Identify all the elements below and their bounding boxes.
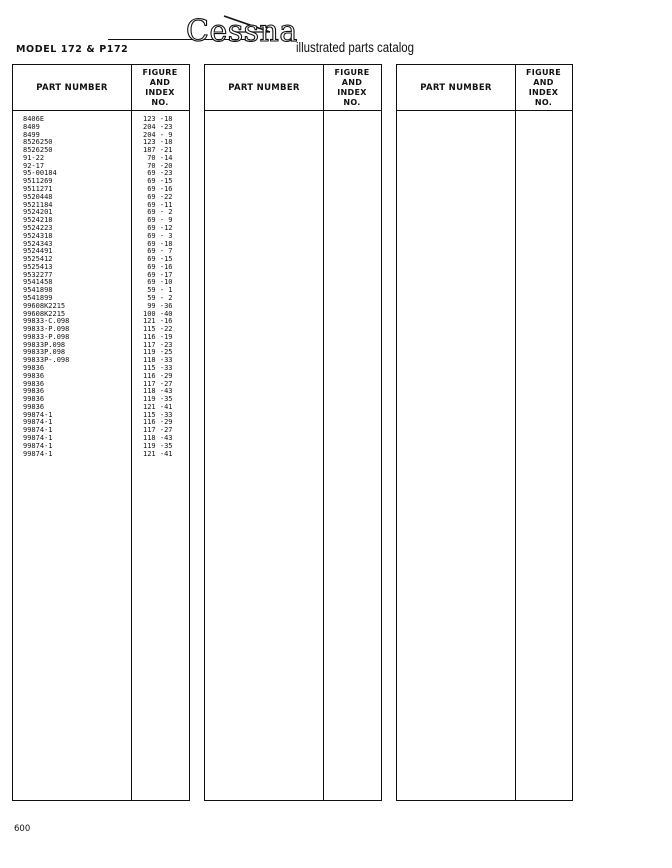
part-number-cell: 8406E [23, 115, 45, 123]
part-number-cell: 99833-P.098 [23, 325, 70, 334]
figure-header-line: NO. [151, 98, 169, 107]
figure-header-line: INDEX [145, 88, 175, 97]
part-number-cell: 99833-C.098 [23, 317, 70, 326]
figure-header-line: AND [341, 78, 363, 87]
figure-index-cell: 117 -23 [143, 340, 173, 349]
figure-index-cell: 69 -22 [143, 192, 173, 201]
table-row [12, 451, 190, 459]
figure-header-line: INDEX [528, 88, 559, 97]
model-label: MODEL 172 & P172 [16, 44, 129, 55]
part-number-cell: 9524343 [23, 239, 53, 248]
figure-header-line: INDEX [337, 88, 367, 97]
figure-index-cell: 116 -19 [143, 332, 173, 341]
part-number-cell: 9541899 [23, 293, 53, 302]
part-number-cell: 99874-1 [23, 418, 53, 427]
part-number-cell: 9525412 [23, 255, 53, 264]
figure-index-cell: 115 -22 [143, 325, 173, 334]
part-number-cell: 9511269 [23, 177, 53, 186]
part-number-header: PART NUMBER [420, 83, 492, 93]
part-number-header: PART NUMBER [228, 83, 300, 93]
figure-header-line: NO. [343, 98, 361, 107]
figure-index-cell: 69 -15 [143, 177, 173, 186]
figure-index-cell: 69 - 3 [143, 231, 173, 240]
brand-logo: Cessna [186, 14, 298, 49]
figure-index-cell: 118 -43 [143, 387, 173, 396]
part-number-cell: 99836 [23, 402, 45, 411]
figure-header-line: AND [149, 78, 171, 87]
figure-index-cell: 69 -18 [143, 239, 173, 248]
part-number-cell: 8499 [23, 130, 40, 139]
figure-index-cell: 69 -12 [143, 223, 173, 232]
figure-index-cell: 204 -23 [143, 122, 173, 131]
part-number-cell: 99874-1 [23, 426, 53, 435]
figure-index-cell: 69 -17 [143, 270, 173, 279]
figure-index-cell: 117 -27 [143, 379, 173, 388]
part-number-cell: 9524218 [23, 216, 53, 225]
figure-index-cell: 69 - 7 [143, 247, 173, 256]
part-number-cell: 9541898 [23, 286, 53, 295]
parts-list [12, 116, 190, 458]
figure-header-line: FIGURE [526, 68, 561, 77]
part-number-cell: 99836 [23, 371, 45, 380]
figure-index-cell: 99 -36 [143, 301, 173, 310]
parts-column-3 [396, 64, 573, 801]
part-number-cell: 99833P-.098 [23, 356, 70, 365]
figure-index-cell: 69 -23 [143, 169, 173, 178]
part-number-cell: 99874-1 [23, 434, 53, 443]
part-number-cell: 95-00184 [23, 169, 57, 178]
figure-index-cell: 118 -43 [143, 434, 173, 443]
column-divider [323, 65, 324, 800]
header-rule [397, 110, 572, 111]
figure-index-cell: 187 -21 [143, 146, 173, 155]
figure-index-cell: 69 -11 [143, 200, 173, 209]
part-number-cell: 91-22 [23, 153, 45, 162]
figure-index-cell: 69 -16 [143, 262, 173, 271]
part-number-cell: 99874-1 [23, 410, 53, 419]
part-number-cell: 92-17 [23, 161, 45, 170]
figure-index-cell: 115 -33 [143, 410, 173, 419]
figure-index-cell: 59 - 1 [143, 286, 173, 295]
part-number-cell: 9524223 [23, 223, 53, 232]
figure-header-line: AND [533, 78, 554, 87]
figure-index-cell: 123 -18 [143, 115, 173, 123]
part-number-cell: 8526250 [23, 138, 53, 147]
catalog-subtitle: illustrated parts catalog [296, 39, 415, 55]
part-number-cell: 9532277 [23, 270, 53, 279]
part-number-cell: 99836 [23, 395, 45, 404]
page-number: 600 [14, 824, 31, 834]
part-number-cell: 99608K2215 [23, 301, 66, 310]
figure-header-line: NO. [534, 98, 553, 107]
figure-index-cell: 116 -29 [143, 371, 173, 380]
figure-index-cell: 69 -10 [143, 278, 173, 287]
figure-index-header [323, 68, 381, 108]
part-number-cell: 9524318 [23, 231, 53, 240]
part-number-cell: 99608K2215 [23, 309, 66, 318]
figure-index-cell: 121 -16 [143, 317, 173, 326]
part-number-cell: 9541458 [23, 278, 53, 287]
figure-index-cell: 69 -16 [143, 185, 173, 194]
figure-index-cell: 119 -35 [143, 441, 173, 450]
figure-header-line: FIGURE [142, 68, 178, 77]
figure-index-cell: 69 - 9 [143, 216, 173, 225]
figure-index-cell: 123 -18 [143, 138, 173, 147]
figure-index-cell: 119 -35 [143, 395, 173, 404]
part-number-cell: 99833P.098 [23, 340, 66, 349]
figure-header-line: FIGURE [334, 68, 370, 77]
figure-index-cell: 59 - 2 [143, 293, 173, 302]
part-number-cell: 9511271 [23, 185, 53, 194]
figure-index-cell: 69 -15 [143, 255, 173, 264]
figure-index-cell: 119 -25 [143, 348, 173, 357]
part-number-cell: 99874-1 [23, 449, 53, 458]
figure-index-cell: 116 -29 [143, 418, 173, 427]
figure-index-cell: 69 - 2 [143, 208, 173, 217]
parts-column-2 [204, 64, 382, 801]
column-divider [515, 65, 516, 800]
part-number-cell: 9524491 [23, 247, 53, 256]
figure-index-cell: 204 - 9 [143, 130, 173, 139]
part-number-cell: 99836 [23, 364, 45, 372]
part-number-header: PART NUMBER [36, 83, 108, 93]
part-number-cell: 99836 [23, 387, 45, 396]
part-number-cell: 9525413 [23, 262, 53, 271]
part-number-cell: 8409 [23, 122, 40, 131]
header-rule [205, 110, 381, 111]
figure-index-header [515, 68, 572, 108]
part-number-cell: 99836 [23, 379, 45, 388]
part-number-cell: 9524201 [23, 208, 53, 217]
figure-index-cell: 100 -40 [143, 309, 173, 318]
part-number-cell: 9520448 [23, 192, 53, 201]
part-number-cell: 99874-1 [23, 441, 53, 450]
figure-index-cell: 115 -33 [143, 364, 173, 372]
part-number-cell: 9521184 [23, 200, 53, 209]
part-number-cell: 99833-P.098 [23, 332, 70, 341]
figure-index-cell: 121 -41 [143, 449, 173, 458]
figure-index-cell: 121 -41 [143, 402, 173, 411]
header-rule [13, 110, 189, 111]
part-number-cell: 99833P.098 [23, 348, 66, 357]
part-number-cell: 8526250 [23, 146, 53, 155]
figure-index-cell: 70 -14 [143, 153, 173, 162]
figure-index-header [131, 68, 189, 108]
figure-index-cell: 70 -20 [143, 161, 173, 170]
figure-index-cell: 117 -27 [143, 426, 173, 435]
figure-index-cell: 118 -33 [143, 356, 173, 365]
